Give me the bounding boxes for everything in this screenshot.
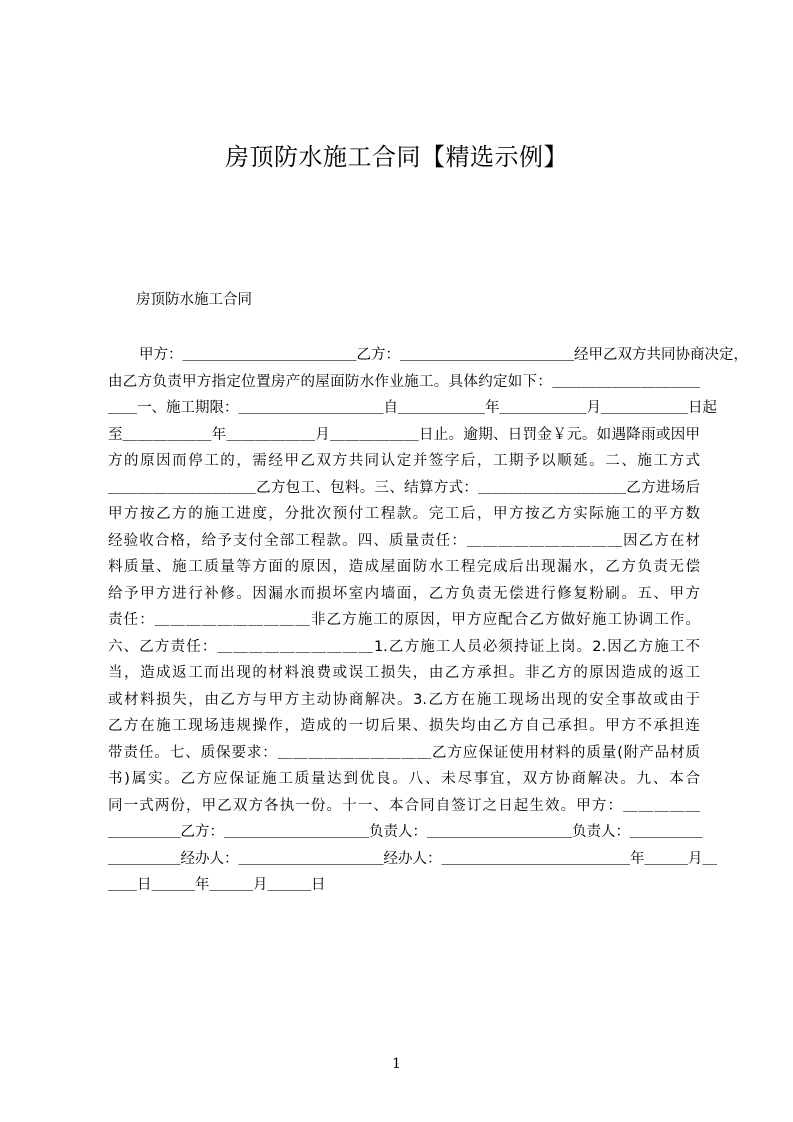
body-line: ＿＿＿＿＿经办人：＿＿＿＿＿＿＿＿＿＿经办人：＿＿＿＿＿＿＿＿＿＿＿＿＿年＿＿＿月＿ bbox=[108, 850, 717, 867]
body-line: ＿＿＿＿＿乙方：＿＿＿＿＿＿＿＿＿＿负责人：＿＿＿＿＿＿＿＿＿＿负责人：＿＿＿＿＿ bbox=[108, 824, 703, 840]
body-line: ＿＿＿＿＿＿＿＿＿＿乙方包工、包料。三、结算方式：＿＿＿＿＿＿＿＿＿＿乙方进场后 bbox=[108, 479, 700, 496]
contract-body bbox=[108, 342, 748, 899]
body-line: 书)属实。乙方应保证施工质量达到优良。八、未尽事宜，双方协商解决。九、本合 bbox=[108, 771, 700, 787]
body-line: 六、乙方责任：＿＿＿＿＿＿＿＿＿＿1.乙方施工人员必须持证上岗。2.因乙方施工不 bbox=[108, 638, 700, 655]
body-line: 甲方按乙方的施工进度，分批次预付工程款。完工后，甲方按乙方实际施工的平方数 bbox=[108, 506, 700, 522]
body-line: 至＿＿＿＿＿＿年＿＿＿＿＿＿月＿＿＿＿＿＿日止。逾期、日罚金￥元。如遇降雨或因甲 bbox=[108, 426, 700, 443]
body-line: 当，造成返工而出现的材料浪费或误工损失，由乙方承担。非乙方的原因造成的返工 bbox=[108, 665, 700, 681]
body-line: ＿＿一、施工期限：＿＿＿＿＿＿＿＿＿＿自＿＿＿＿＿＿年＿＿＿＿＿＿月＿＿＿＿＿＿日起 bbox=[108, 400, 717, 416]
body-line: 由乙方负责甲方指定位置房产的屋面防水作业施工。具体约定如下：＿＿＿＿＿＿＿＿＿＿ bbox=[108, 373, 700, 390]
body-line: ＿＿日＿＿＿年＿＿＿月＿＿＿日 bbox=[108, 877, 326, 893]
body-line: 同一式两份，甲乙双方各执一份。十一、本合同自签订之日起生效。甲方：＿＿＿＿＿ bbox=[108, 797, 700, 814]
page-number: 1 bbox=[392, 1056, 401, 1072]
body-line: 方的原因而停工的，需经甲乙双方共同认定并签字后，工期予以顺延。二、施工方式 bbox=[108, 453, 700, 469]
document-title: 房顶防水施工合同【精选示例】 bbox=[225, 143, 568, 171]
body-line: 乙方在施工现场违规操作，造成的一切后果、损失均由乙方自己承担。甲方不承担连 bbox=[108, 718, 700, 734]
body-line: 责任：＿＿＿＿＿＿＿＿＿＿非乙方施工的原因，甲方应配合乙方做好施工协调工作。 bbox=[108, 612, 700, 628]
body-line: 料质量、施工质量等方面的原因，造成屋面防水工程完成后出现漏水，乙方负责无偿 bbox=[108, 559, 700, 575]
body-line: 带责任。七、质保要求：＿＿＿＿＿＿＿＿＿＿乙方应保证使用材料的质量(附产品材质 bbox=[108, 744, 700, 761]
body-line: 或材料损失，由乙方与甲方主动协商解决。3.乙方在施工现场出现的安全事故或由于 bbox=[108, 691, 700, 708]
body-line: 甲方：＿＿＿＿＿＿＿＿＿＿＿＿乙方：＿＿＿＿＿＿＿＿＿＿＿＿经甲乙双方共同协商决定， bbox=[139, 347, 748, 363]
document-subtitle: 房顶防水施工合同 bbox=[136, 292, 252, 308]
body-line: 经验收合格，给予支付全部工程款。四、质量责任：＿＿＿＿＿＿＿＿＿＿因乙方在材 bbox=[108, 532, 700, 549]
body-line: 给予甲方进行补修。因漏水而损坏室内墙面，乙方负责无偿进行修复粉刷。五、甲方 bbox=[108, 585, 700, 602]
